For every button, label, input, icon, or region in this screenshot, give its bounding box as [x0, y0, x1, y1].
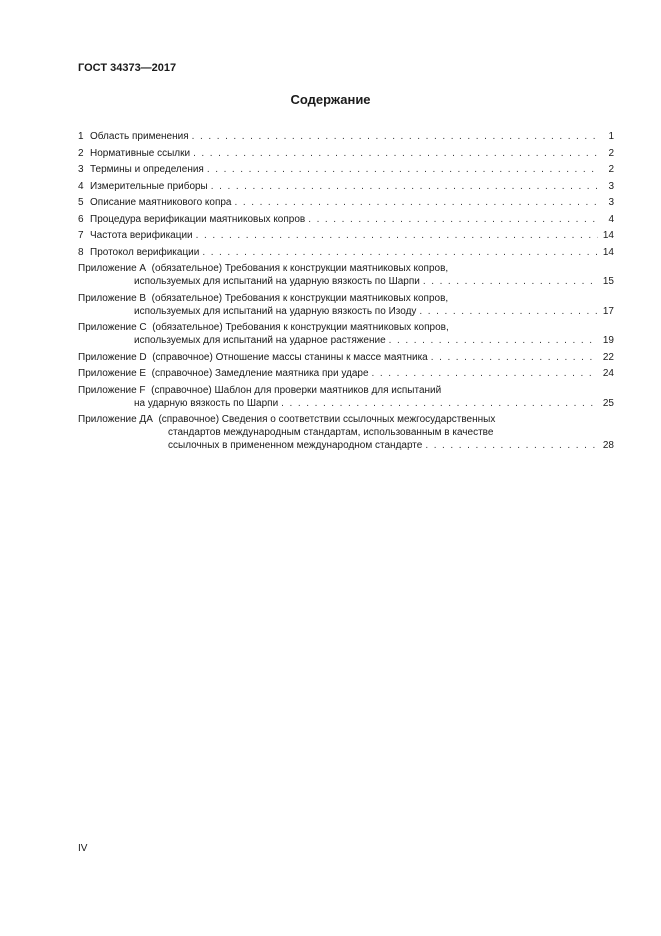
toc-appendix-title: (справочное) Замедление маятника при ударе: [151, 368, 369, 379]
toc-entry-title: Измерительные приборы: [90, 180, 208, 192]
toc-appendix-label: Приложение А: [78, 263, 147, 274]
toc-appendix-title: (справочное) Сведения о соответствии ссылочных межгосударственных: [158, 414, 496, 425]
toc-appendix-f[interactable]: [78, 384, 614, 410]
toc-entry-4[interactable]: [78, 180, 614, 193]
toc-entry-number: 7: [78, 230, 84, 241]
toc-entry-number: 4: [78, 180, 84, 192]
toc-appendix-title-cont: используемых для испытаний на ударную вязкость по Изоду: [134, 305, 417, 317]
toc-entry-2[interactable]: [78, 147, 614, 160]
toc-appendix-e[interactable]: [78, 367, 614, 380]
toc-entry-3[interactable]: [78, 163, 614, 176]
toc-entry-page: 25: [602, 397, 614, 409]
toc-entry-page: 2: [608, 164, 614, 175]
leader-dots: [192, 130, 598, 143]
toc-appendix-title: (справочное) Шаблон для проверки маятников для испытаний: [151, 384, 442, 396]
toc-appendix-title-cont: используемых для испытаний на ударное растяжение: [134, 335, 386, 346]
toc-entry-6[interactable]: [78, 213, 614, 226]
toc-entry-title: Процедура верификации маятниковых копров: [90, 213, 306, 225]
toc-entry-title: Термины и определения: [90, 164, 204, 175]
toc-entry-number: 5: [78, 197, 84, 208]
toc-entry-page: 19: [602, 335, 614, 346]
toc-entry-page: 3: [608, 180, 614, 192]
toc-appendix-label: Приложение С: [78, 322, 147, 333]
toc-title: Содержание: [290, 92, 371, 107]
toc-entry-title: Описание маятникового копра: [90, 197, 232, 208]
toc-appendix-title-cont: на ударную вязкость по Шарпи: [134, 397, 279, 409]
toc-appendix-da[interactable]: [78, 413, 614, 452]
toc-entry-page: 2: [608, 147, 614, 159]
toc-appendix-title: (обязательное) Требования к конструкции маятниковых копров,: [152, 322, 449, 333]
leader-dots: [207, 163, 598, 176]
toc-appendix-label: Приложение Е: [78, 368, 147, 379]
toc-entry-page: 3: [608, 197, 614, 208]
toc-appendix-title: (обязательное) Требования к конструкции маятниковых копров,: [151, 292, 449, 304]
toc-appendix-a[interactable]: [78, 262, 614, 288]
toc-appendix-c[interactable]: [78, 321, 614, 347]
leader-dots: [281, 397, 598, 410]
toc-entry-page: 14: [602, 230, 614, 241]
leader-dots: [193, 147, 598, 160]
toc-entry-page: 28: [602, 440, 614, 451]
toc-entry-page: 1: [608, 131, 614, 142]
toc-appendix-label: Приложение F: [78, 384, 146, 396]
leader-dots: [196, 229, 598, 242]
leader-dots: [235, 196, 599, 209]
leader-dots: [419, 305, 598, 318]
leader-dots: [389, 334, 598, 347]
standard-code: ГОСТ 34373—2017: [78, 62, 177, 74]
toc-appendix-d[interactable]: [78, 351, 614, 364]
toc-entry-5[interactable]: [78, 196, 614, 209]
toc-entry-number: 3: [78, 164, 84, 175]
toc-appendix-title-cont: используемых для испытаний на ударную вязкость по Шарпи: [134, 276, 420, 287]
toc-entry-8[interactable]: [78, 246, 614, 259]
toc-entry-1[interactable]: [78, 130, 614, 143]
leader-dots: [211, 180, 598, 193]
toc-appendix-title: (обязательное) Требования к конструкции маятниковых копров,: [151, 263, 449, 274]
leader-dots: [202, 246, 598, 259]
toc-entry-title: Нормативные ссылки: [90, 147, 191, 159]
toc-appendix-title-cont: ссылочных в примененном международном стандарте: [168, 440, 423, 451]
toc-entry-page: 22: [602, 351, 614, 363]
leader-dots: [372, 367, 598, 380]
toc-appendix-title-cont: стандартов международным стандартам, использованным в качестве: [168, 427, 494, 438]
leader-dots: [431, 351, 598, 364]
toc-appendix-label: Приложение D: [78, 351, 147, 363]
toc-entry-number: 8: [78, 246, 84, 258]
leader-dots: [425, 439, 598, 452]
leader-dots: [308, 213, 598, 226]
toc-appendix-title: (справочное) Отношение массы станины к массе маятника: [152, 351, 428, 363]
toc-entry-page: 17: [602, 305, 614, 317]
toc-entry-title: Область применения: [90, 131, 189, 142]
leader-dots: [423, 275, 598, 288]
toc-entry-number: 6: [78, 213, 84, 225]
toc-entry-number: 1: [78, 131, 84, 142]
page-number: IV: [78, 843, 88, 854]
toc-appendix-label: Приложение В: [78, 292, 147, 304]
toc-appendix-b[interactable]: [78, 292, 614, 318]
toc-entry-page: 15: [602, 276, 614, 287]
toc-entry-7[interactable]: [78, 229, 614, 242]
table-of-contents: [78, 130, 614, 452]
toc-entry-title: Протокол верификации: [90, 246, 200, 258]
toc-entry-page: 24: [602, 368, 614, 379]
toc-entry-page: 14: [602, 246, 614, 258]
toc-appendix-label: Приложение ДА: [78, 414, 153, 425]
toc-entry-title: Частота верификации: [90, 230, 193, 241]
toc-entry-page: 4: [608, 213, 614, 225]
toc-entry-number: 2: [78, 147, 84, 159]
